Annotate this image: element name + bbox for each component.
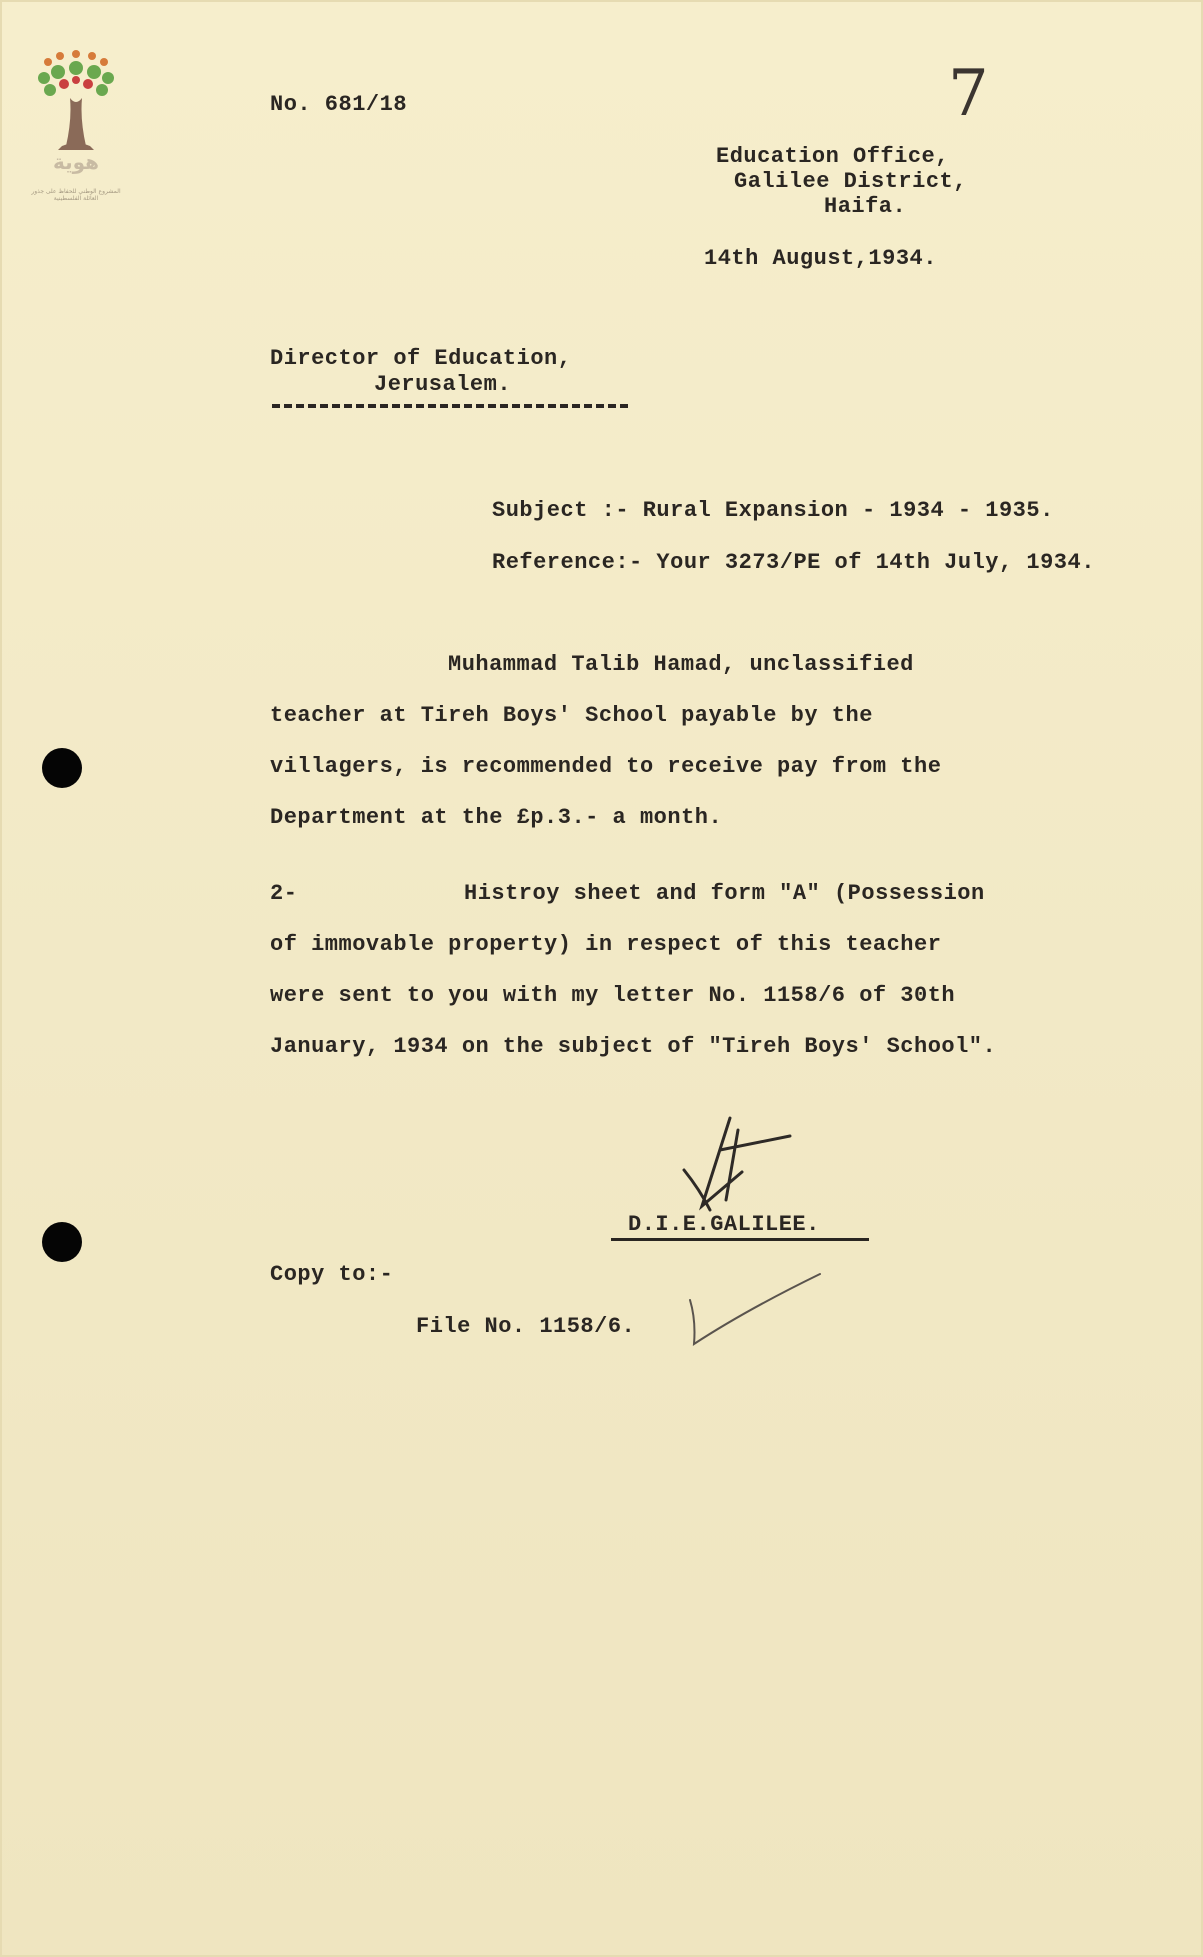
sender-address-line-1: Education Office, (716, 144, 949, 169)
letter-date: 14th August,1934. (704, 246, 937, 271)
paragraph-2-number: 2- (270, 881, 298, 906)
signatory: D.I.E.GALILEE. (628, 1212, 820, 1237)
reference-line: Reference:- Your 3273/PE of 14th July, 1934. (492, 550, 1095, 575)
paragraph-1-line-4: Department at the £p.3.- a month. (270, 805, 723, 830)
check-mark-icon (686, 1270, 826, 1350)
folio-mark: 7 (948, 57, 990, 131)
copy-to-label: Copy to:- (270, 1262, 394, 1287)
paragraph-2-line-2: of immovable property) in respect of this teacher (270, 932, 942, 957)
recipient-line-1: Director of Education, (270, 346, 572, 371)
signatory-underline (611, 1238, 869, 1241)
punch-hole-bottom (42, 1222, 82, 1262)
recipient-line-2: Jerusalem. (374, 372, 512, 397)
tree-logo (36, 50, 116, 210)
logo-arabic-word: هوية (52, 150, 100, 174)
paragraph-2-line-3: were sent to you with my letter No. 1158/6 of 30th (270, 983, 956, 1008)
logo-subtitle: المشروع الوطني للحفاظ على جذور العائلة الفلسطينية (31, 188, 121, 203)
recipient-underline (272, 404, 628, 408)
paragraph-1-line-2: teacher at Tireh Boys' School payable by the (270, 703, 873, 728)
tree-icon (36, 50, 116, 200)
paragraph-1-line-1: Muhammad Talib Hamad, unclassified (448, 652, 914, 677)
copy-to-item: File No. 1158/6. (416, 1314, 636, 1339)
subject-line: Subject :- Rural Expansion - 1934 - 1935. (492, 498, 1054, 523)
paragraph-1-line-3: villagers, is recommended to receive pay from the (270, 754, 942, 779)
punch-hole-top (42, 748, 82, 788)
sender-address-line-3: Haifa. (824, 194, 907, 219)
paragraph-2-line-4: January, 1934 on the subject of "Tireh Boys' School". (270, 1034, 997, 1059)
paragraph-2-line-1: Histroy sheet and form "A" (Possession (464, 881, 985, 906)
sender-address-line-2: Galilee District, (734, 169, 967, 194)
reference-number: No. 681/18 (270, 92, 408, 117)
handwritten-signature (680, 1110, 800, 1220)
